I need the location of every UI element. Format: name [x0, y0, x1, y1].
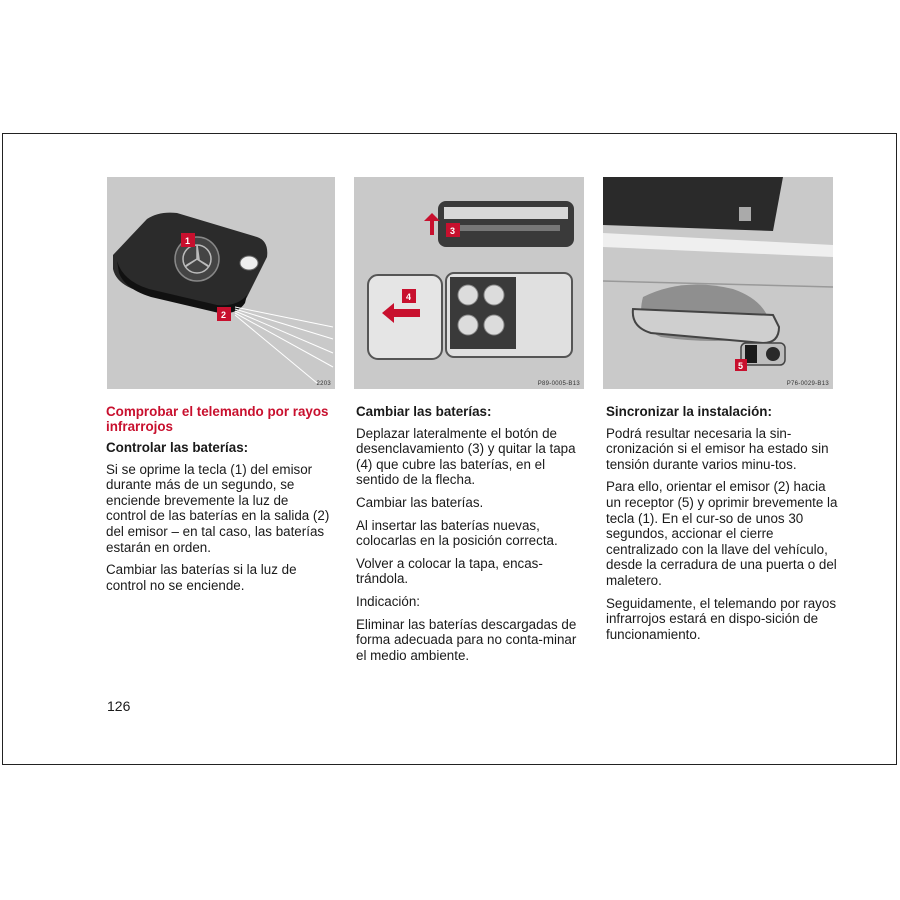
- figure-door-handle: [603, 177, 833, 389]
- door-handle-illustration: [603, 177, 833, 389]
- paragraph: Eliminar las baterías descargadas de forma adecuada para no conta-minar el medio ambiente.: [356, 616, 577, 663]
- callout-1: 1: [185, 236, 191, 246]
- paragraph: Volver a colocar la tapa, encas-trándola.: [356, 555, 543, 587]
- paragraph-note-label: Indicación:: [356, 593, 421, 609]
- column-synchronize: [606, 404, 838, 649]
- figure-battery-compartment: [354, 177, 584, 389]
- page-number: 126: [107, 698, 131, 714]
- figure-code: P89-0005-B13: [537, 381, 580, 387]
- paragraph: Seguidamente, el telemando por rayos infrarrojos estará en dispo-sición de funcionamiento.: [606, 595, 837, 642]
- section-title: Sincronizar la instalación:: [606, 404, 772, 419]
- figure-code: P76-0029-B13: [786, 381, 829, 387]
- callout-5: 5: [738, 361, 744, 371]
- paragraph: Al insertar las baterías nuevas, colocarlas en la posición correcta.: [356, 517, 558, 549]
- paragraph: Para ello, orientar el emisor (2) hacia un receptor (5) y oprimir brevemente la tecla (1). En el cur-so de unos 30 segundos, accionar el cierre centralizado con la llave del vehículo, desde la cerradura de una puerta o del maletero.: [606, 479, 838, 588]
- callout-3: 3: [450, 226, 456, 236]
- paragraph: Si se oprime la tecla (1) del emisor durante más de un segundo, se enciende brevemente la luz de control de las baterías en la salida (2) del emisor – en tal caso, las baterías estarán en orden.: [106, 461, 330, 555]
- callout-4: 4: [406, 292, 412, 302]
- paragraph: Cambiar las baterías.: [356, 494, 484, 510]
- paragraph: Podrá resultar necesaria la sin-cronización si el emisor ha estado sin tensión durante varios minu-tos.: [606, 425, 829, 472]
- paragraph: Deplazar lateralmente el botón de desenclavamiento (3) y quitar la tapa (4) que cubre las baterías, en el sentido de la flecha.: [356, 425, 576, 488]
- figure-remote-transmitter: [107, 177, 335, 389]
- column-change-batteries: [356, 404, 588, 670]
- section-subtitle: Controlar las baterías:: [106, 440, 249, 455]
- section-title: Comprobar el telemando por rayos infrarrojos: [106, 404, 329, 434]
- section-title: Cambiar las baterías:: [356, 404, 492, 419]
- figure-code: 2203: [316, 381, 331, 387]
- remote-key-illustration: [107, 177, 335, 389]
- paragraph: Cambiar las baterías si la luz de control no se enciende.: [106, 562, 297, 593]
- arrow-up-icon: [424, 213, 440, 235]
- column-check-remote: [106, 404, 332, 600]
- battery-illustration: [354, 177, 584, 389]
- callout-2: 2: [221, 310, 227, 320]
